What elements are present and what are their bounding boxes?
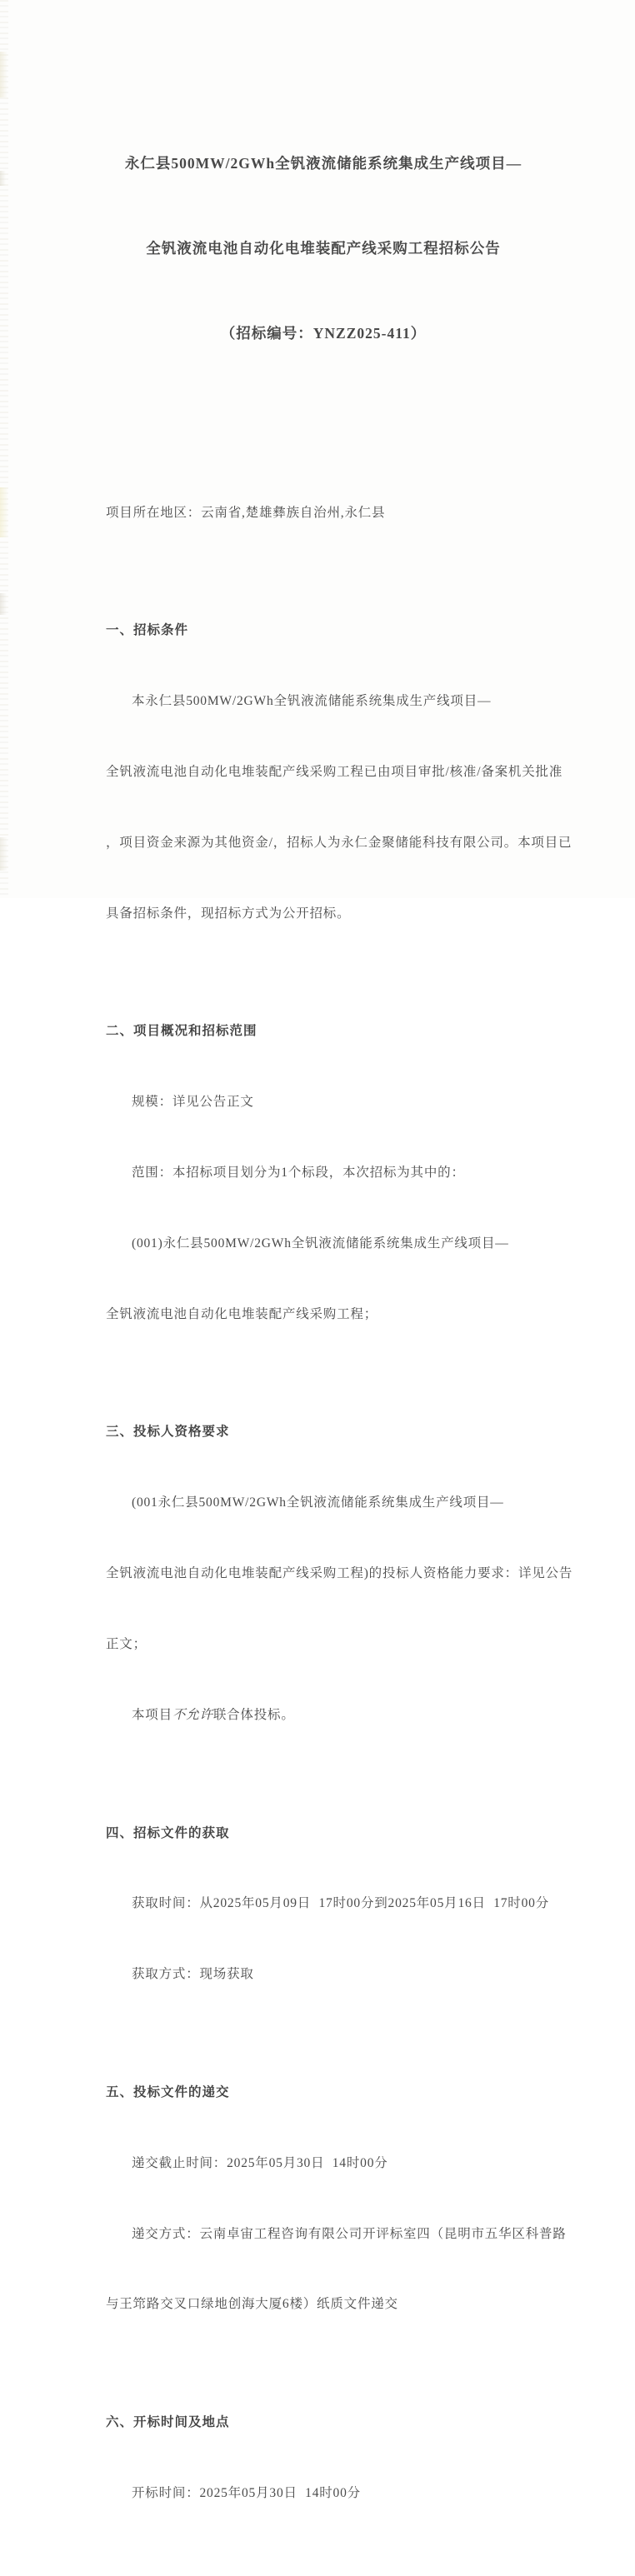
scale-line: 规模：详见公告正文: [132, 1095, 254, 1110]
scan-edge-artifact: [0, 837, 8, 871]
paragraph-line: (001永仁县500MW/2GWh全钒液流储能系统集成生产线项目—: [132, 1495, 504, 1510]
submission-deadline-line: 递交截止时间：2025年05月30日 14时00分: [132, 2155, 388, 2170]
paragraph-line: ，项目资金来源为其他资金/，招标人为永仁金聚储能科技有限公司。本项目已: [106, 836, 572, 851]
scan-edge-artifact: [0, 171, 6, 186]
acquisition-time-line: 获取时间：从2025年05月09日 17时00分到2025年05月16日 17时00分: [132, 1896, 550, 1911]
bid-opening-time-line: 开标时间：2025年05月30日 14时00分: [132, 2485, 361, 2500]
section-heading-document-acquisition: 四、招标文件的获取: [106, 1825, 230, 1840]
lot-line: (001)永仁县500MW/2GWh全钒液流储能系统集成生产线项目—: [132, 1236, 509, 1251]
scan-edge-artifact: [0, 487, 8, 537]
acquisition-method-line: 获取方式：现场获取: [132, 1967, 254, 1982]
joint-venture-prefix: 本项目: [132, 1708, 172, 1723]
title-line-1: 永仁县500MW/2GWh全钒液流储能系统集成生产线项目—: [124, 155, 522, 172]
document-content: [106, 92, 573, 2576]
paragraph-line: 本永仁县500MW/2GWh全钒液流储能系统集成生产线项目—: [132, 694, 492, 709]
scan-edge-artifact: [0, 52, 8, 97]
section-heading-bidder-qualifications: 三、投标人资格要求: [106, 1425, 230, 1440]
section-heading-tender-conditions: 一、招标条件: [106, 623, 189, 638]
scan-edge-artifact: [0, 593, 7, 615]
joint-venture-not-allowed-emphasis: 不允许: [172, 1708, 213, 1723]
lot-line-continued: 全钒液流电池自动化电堆装配产线采购工程；: [106, 1306, 378, 1321]
document-body: [106, 431, 573, 2576]
paragraph-line: 正文；: [106, 1637, 147, 1652]
section-heading-bid-submission: 五、投标文件的递交: [106, 2084, 230, 2099]
paragraph-line: 全钒液流电池自动化电堆装配产线采购工程已由项目审批/核准/备案机关批准: [106, 765, 563, 780]
scope-line: 范围：本招标项目划分为1个标段，本次招标为其中的：: [132, 1166, 465, 1181]
document-title: [106, 92, 541, 404]
joint-venture-suffix: 联合体投标。: [212, 1708, 295, 1723]
section-heading-bid-opening: 六、开标时间及地点: [106, 2414, 230, 2429]
title-line-2: 全钒液流电池自动化电堆装配产线采购工程招标公告: [146, 240, 501, 257]
scan-edge-artifact: [0, 0, 8, 898]
project-location-line: 项目所在地区：云南省,楚雄彝族自治州,永仁县: [106, 505, 386, 520]
tender-number-line: （招标编号：YNZZ025-411）: [220, 325, 427, 342]
paragraph-line: 全钒液流电池自动化电堆装配产线采购工程)的投标人资格能力要求：详见公告: [106, 1566, 573, 1581]
submission-method-line: 递交方式：云南卓宙工程咨询有限公司开评标室四（昆明市五华区科普路: [132, 2226, 567, 2241]
section-heading-project-overview: 二、项目概况和招标范围: [106, 1024, 258, 1039]
submission-method-line-continued: 与王筇路交叉口绿地创海大厦6楼）纸质文件递交: [106, 2297, 398, 2312]
joint-venture-line: [106, 1704, 541, 1727]
paragraph-line: 具备招标条件，现招标方式为公开招标。: [106, 906, 351, 921]
